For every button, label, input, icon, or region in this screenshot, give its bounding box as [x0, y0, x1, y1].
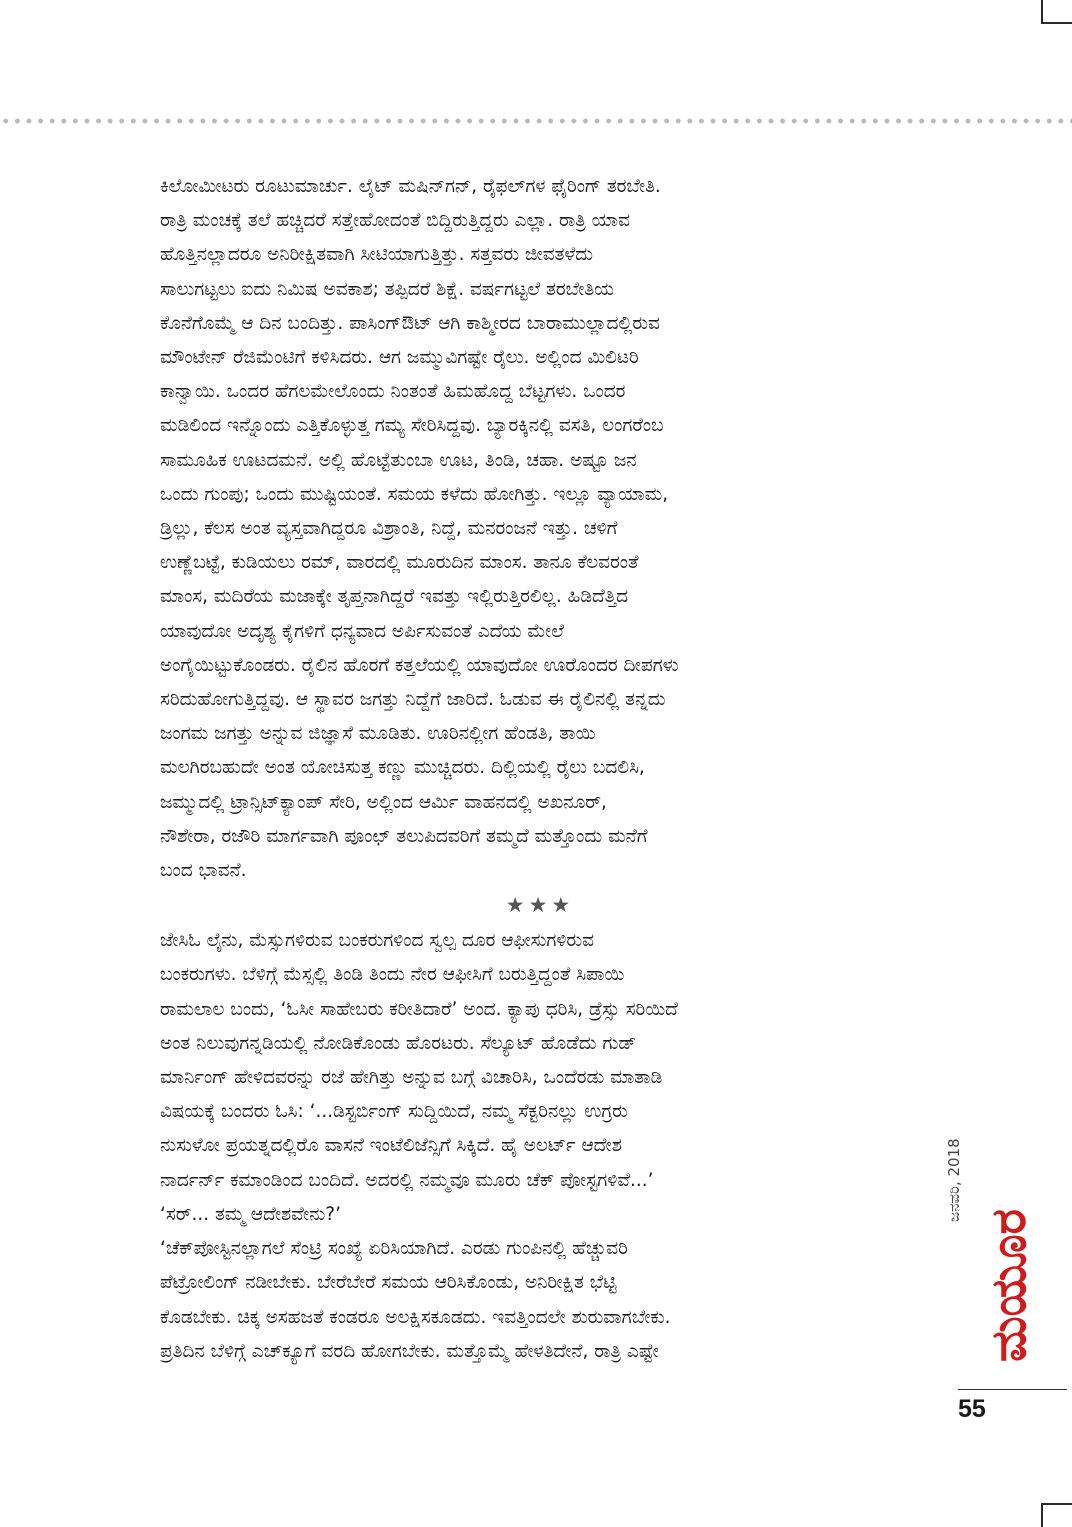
crop-mark-bottom [1041, 1503, 1072, 1527]
issue-date: ಜನವರಿ, 2018 [945, 1138, 963, 1222]
magazine-logo: ಮಯೂರ [981, 1208, 1037, 1362]
paragraph-4: ‘ಚೆಕ್‌ಪೋಸ್ಟಿನಲ್ಲಾಗಲೆ ಸೆಂಟ್ರಿ ಸಂಖ್ಯೆ ಏರಿಸಿಯಾಗಿದೆ. ಎರಡು ಗುಂಪಿನಲ್ಲಿ ಹೆಚ್ಚುವರಿ ಪೆಟ್ರೋಲಿಂಗ್ ನಡೀಬೇಕು. ಬೇರೆಬೇರೆ ಸಮಯ ಆರಿಸಿಕೊಂಡು, ಅನಿರೀಕ್ಷಿತ ಭೆಟ್ಟಿ ಕೊಡಬೇಕು. ಚಿಕ್ಕ ಅಸಹಜತೆ ಕಂಡರೂ ಅಲಕ್ಷಿಸಕೂಡದು. ಇವತ್ತಿಂದಲೇ ಶುರುವಾಗಬೇಕು. ಪ್ರತಿದಿನ ಬೆಳಿಗ್ಗೆ ಎಚ್‌ಕ್ಯೂಗೆ ವರದಿ ಹೋಗಬೇಕು. ಮತ್ತೊಮ್ಮೆ ಹೇಳತಿದೇನೆ, ರಾತ್ರಿ ಎಷ್ಟೇ [160, 1238, 671, 1362]
dotted-header-rule [0, 117, 1072, 125]
crop-mark-top [1041, 0, 1072, 24]
paragraph-3: ‘ಸರ್... ತಮ್ಮ ಆದೇಶವೇನು?’ [160, 1203, 341, 1225]
magazine-sidebar [940, 1100, 1037, 1380]
section-break-stars: ★★★ [505, 893, 575, 918]
paragraph-2: ಜೇಸಿಓ ಲೈನು, ಮೆಸ್ಸುಗಳಿರುವ ಬಂಕರುಗಳಿಂದ ಸ್ವಲ್ಪ ದೂರ ಆಫೀಸುಗಳಿರುವ ಬಂಕರುಗಳು. ಬೆಳಿಗ್ಗೆ ಮೆಸ್ಸಲ್ಲಿ ತಿಂಡಿ ತಿಂದು ನೇರ ಆಫೀಸಿಗೆ ಬರುತ್ತಿದ್ದಂತೆ ಸಿಪಾಯಿ ರಾಮಲಾಲ ಬಂದು, ‘ಓಸೀ ಸಾಹೇಬರು ಕರೀತಿದಾರೆ’ ಅಂದ. ಕ್ಯಾಪು ಧರಿಸಿ, ಡ್ರೆಸ್ಸು ಸರಿಯಿದೆ ಅಂತ ನಿಲುವುಗನ್ನಡಿಯಲ್ಲಿ ನೋಡಿಕೊಂಡು ಹೊರಟರು. ಸೆಲ್ಯೂಟ್ ಹೊಡೆದು ಗುಡ್ ಮಾರ್ನಿಂಗ್ ಹೇಳಿದವರನ್ನು ರಜೆ ಹೇಗಿತ್ತು ಅನ್ನುವ ಬಗ್ಗೆ ವಿಚಾರಿಸಿ, ಒಂದೆರಡು ಮಾತಾಡಿ ವಿಷಯಕ್ಕೆ ಬಂದರು ಓಸಿ: ‘...ಡಿಸ್ಟರ್ಬಿಂಗ್ ಸುದ್ದಿಯಿದೆ, ನಮ್ಮ ಸೆಕ್ಟರಿನಲ್ಲು ಉಗ್ರರು ನುಸುಳೋ ಪ್ರಯತ್ನದಲ್ಲಿರೊ ವಾಸನೆ ಇಂಟೆಲಿಜೆನ್ಸಿಗೆ ಸಿಕ್ಕಿದೆ. ಹೈ ಅಲರ್ಟ್ ಆದೇಶ ನಾರ್ದರ್ನ್ ಕಮಾಂಡಿಂದ ಬಂದಿದೆ. ಅದರಲ್ಲಿ ನಮ್ಮವೂ ಮೂರು ಚೆಕ್ ಪೋಸ್ಟಗಳಿವೆ...’ [160, 930, 678, 1191]
page-number: 55 [958, 1395, 986, 1423]
article-body [160, 170, 920, 1369]
paragraph-1: ಕಿಲೋಮೀಟರು ರೂಟುಮಾರ್ಚು. ಲೈಟ್ ಮಷಿನ್‌ಗನ್, ರೈಫಲ್‌ಗಳ ಫೈರಿಂಗ್ ತರಬೇತಿ. ರಾತ್ರಿ ಮಂಚಕ್ಕೆ ತಲೆ ಹಚ್ಚಿದರೆ ಸತ್ತೇಹೋದಂತೆ ಬಿದ್ದಿರುತ್ತಿದ್ದರು ಎಲ್ಲಾ. ರಾತ್ರಿ ಯಾವ ಹೊತ್ತಿನಲ್ಲಾದರೂ ಅನಿರೀಕ್ಷಿತವಾಗಿ ಸೀಟಿಯಾಗುತ್ತಿತ್ತು. ಸತ್ತವರು ಜೀವತಳೆದು ಸಾಲುಗಟ್ಟಲು ಐದು ನಿಮಿಷ ಅವಕಾಶ; ತಪ್ಪಿದರೆ ಶಿಕ್ಷೆ. ವರ್ಷಗಟ್ಟಲೆ ತರಬೇತಿಯ ಕೊನೆಗೊಮ್ಮೆ ಆ ದಿನ ಬಂದಿತ್ತು. ಪಾಸಿಂಗ್‌ಔಟ್ ಆಗಿ ಕಾಶ್ಮೀರದ ಬಾರಾಮುಲ್ಲಾದಲ್ಲಿರುವ ಮೌಂಟೇನ್ ರೆಜಿಮೆಂಟಿಗೆ ಕಳಿಸಿದರು. ಆಗ ಜಮ್ಮುವಿಗಷ್ಟೇ ರೈಲು. ಅಲ್ಲಿಂದ ಮಿಲಿಟರಿ ಕಾನ್ವಾಯಿ. ಒಂದರ ಹೆಗಲಮೇಲೊಂದು ನಿಂತಂತೆ ಹಿಮಹೊದ್ದ ಬೆಟ್ಟಗಳು. ಒಂದರ ಮಡಿಲಿಂದ ಇನ್ನೊಂದು ಎತ್ತಿಕೊಳ್ಳುತ್ತ ಗಮ್ಯ ಸೇರಿಸಿದ್ದವು. ಬ್ಯಾರಕ್ಕಿನಲ್ಲಿ ವಸತಿ, ಲಂಗರೆಂಬ ಸಾಮೂಹಿಕ ಊಟದಮನೆ. ಅಲ್ಲಿ ಹೊಟ್ಟೆತುಂಬಾ ಊಟ, ತಿಂಡಿ, ಚಹಾ. ಅಷ್ಟೂ ಜನ ಒಂದು ಗುಂಪು; ಒಂದು ಮುಷ್ಟಿಯಂತೆ. ಸಮಯ ಕಳೆದು ಹೋಗಿತ್ತು. ಇಲ್ಲೂ ವ್ಯಾಯಾಮ, ಡ್ರಿಲ್ಲು, ಕೆಲಸ ಅಂತ ವ್ಯಸ್ತವಾಗಿದ್ದರೂ ವಿಶ್ರಾಂತಿ, ನಿದ್ದೆ, ಮನರಂಜನೆ ಇತ್ತು. ಚಳಿಗೆ ಉಣ್ಣೆಬಟ್ಟೆ, ಕುಡಿಯಲು ರಮ್, ವಾರದಲ್ಲಿ ಮೂರುದಿನ ಮಾಂಸ. ತಾನೂ ಕೆಲವರಂತೆ ಮಾಂಸ, ಮದಿರೆಯ ಮಜಾಕ್ಕೇ ತೃಪ್ತನಾಗಿದ್ದರೆ ಇವತ್ತು ಇಲ್ಲಿರುತ್ತಿರಲಿಲ್ಲ. ಹಿಡಿದೆತ್ತಿದ ಯಾವುದೋ ಅದೃಶ್ಯ ಕೈಗಳಿಗೆ ಧನ್ಯವಾದ ಅರ್ಪಿಸುವಂತೆ ಎದೆಯ ಮೇಲೆ ಅಂಗೈಯಿಟ್ಟುಕೊಂಡರು. ರೈಲಿನ ಹೊರಗೆ ಕತ್ತಲೆಯಲ್ಲಿ ಯಾವುದೋ ಊರೊಂದರ ದೀಪಗಳು ಸರಿದುಹೋಗುತ್ತಿದ್ದವು. ಆ ಸ್ಥಾವರ ಜಗತ್ತು ನಿದ್ದೆಗೆ ಜಾರಿದೆ. ಓಡುವ ಈ ರೈಲಿನಲ್ಲಿ ತನ್ನದು ಜಂಗಮ ಜಗತ್ತು ಅನ್ನುವ ಜಿಜ್ಞಾಸೆ ಮೂಡಿತು. ಊರಿನಲ್ಲೀಗ ಹೆಂಡತಿ, ತಾಯಿ ಮಲಗಿರಬಹುದೇ ಅಂತ ಯೋಚಿಸುತ್ತ ಕಣ್ಣು ಮುಚ್ಚಿದರು. ದಿಲ್ಲಿಯಲ್ಲಿ ರೈಲು ಬದಲಿಸಿ, ಜಮ್ಮುದಲ್ಲಿ ಟ್ರಾನ್ಸಿಟ್‌ಕ್ಯಾಂಪ್ ಸೇರಿ, ಅಲ್ಲಿಂದ ಆರ್ಮಿ ವಾಹನದಲ್ಲಿ ಅಖನೂರ್, ನೌಶೇರಾ, ರಜೌರಿ ಮಾರ್ಗವಾಗಿ ಪೂಂಛ್ ತಲುಪಿದವರಿಗೆ ತಮ್ಮದೆ ಮತ್ತೊಂದು ಮನೆಗೆ ಬಂದ ಭಾವನೆ. [160, 176, 679, 882]
page-number-rule [958, 1389, 1067, 1390]
